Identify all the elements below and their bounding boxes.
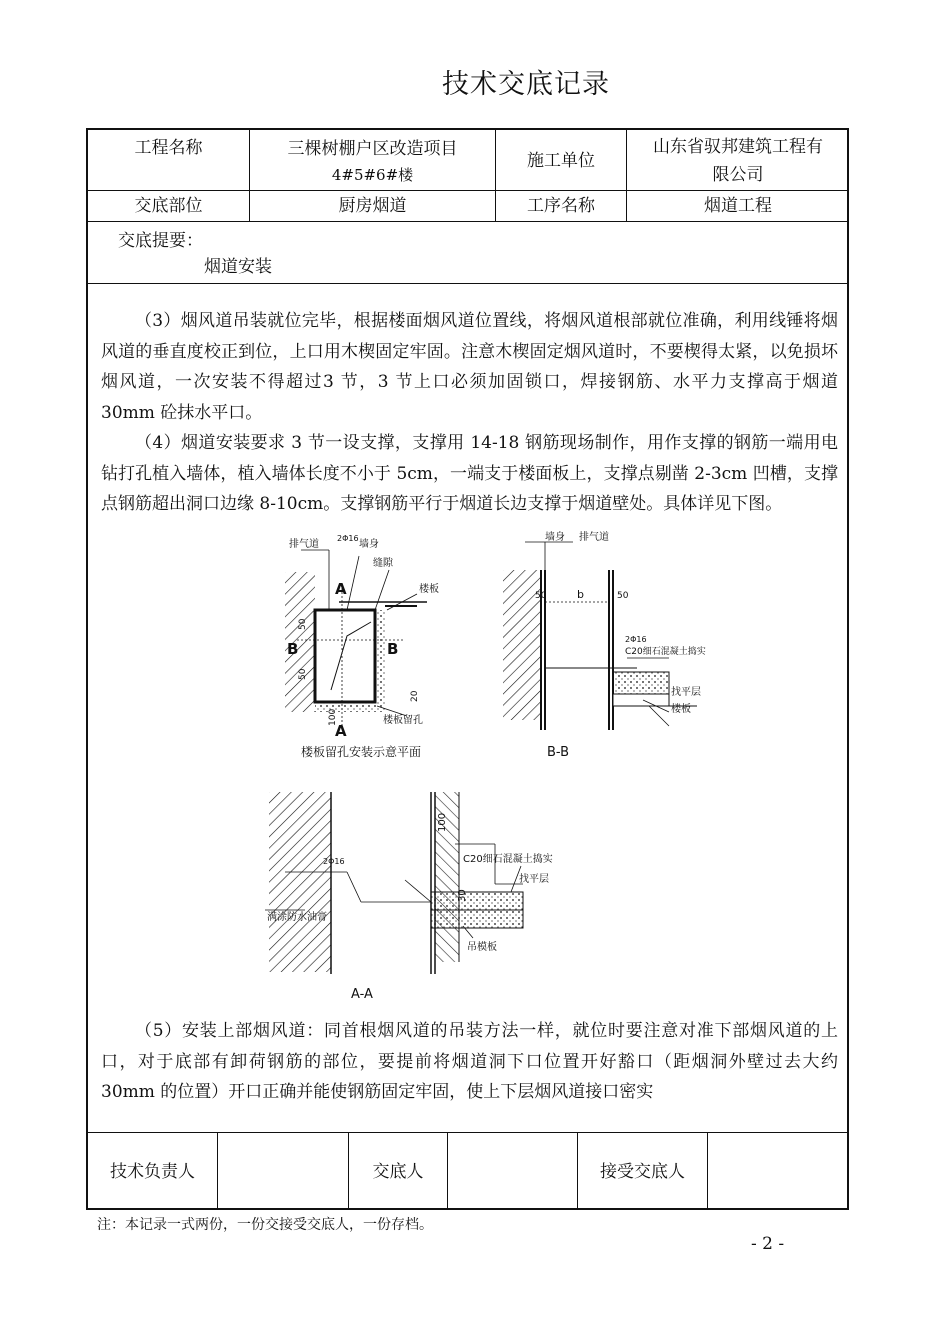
page-number: - 2 - [751, 1234, 785, 1254]
bb-label-slab: 楼板 [671, 704, 691, 715]
process-value: 烟道工程 [704, 196, 772, 216]
receiver-label: 接受交底人 [600, 1161, 685, 1182]
aa-label-formwork: 吊模板 [467, 942, 497, 953]
process-label: 工序名称 [527, 196, 595, 216]
label-slab-hole: 楼板留孔 [383, 715, 423, 726]
tech-lead-label: 技术负责人 [110, 1161, 195, 1182]
summary-label: 交底提要： [118, 231, 203, 251]
section-a-bottom: A [335, 722, 347, 740]
bb-label-exhaust: 排气道 [579, 532, 609, 543]
project-name-line2: 4#5#6#楼 [331, 166, 414, 184]
plan-view-figure [247, 530, 507, 762]
bb-label-rebar: 2Φ16 [625, 635, 647, 644]
paragraph-4: （4）烟道安装要求 3 节一设支撑，支撑用 14-18 钢筋现场制作，用作支撑的钢筋一端用电钻打孔植入墙体，植入墙体长度不小于 5cm，一端支于楼面板上，支撑点剔凿 2-3cm 凹槽，支撑点钢筋超出洞口边缘 8-10cm。支撑钢筋平行于烟道长边支撑于烟道壁处。具体详见下图。 [101, 433, 838, 514]
grout-fill [315, 702, 385, 712]
tech-lead-signature[interactable] [218, 1133, 348, 1210]
aa-label-concrete: C20细石混凝土捣实 [463, 854, 553, 865]
contractor-line1: 山东省驭邦建筑工程有 [653, 137, 823, 157]
contractor-label: 施工单位 [527, 151, 595, 171]
row-divider [88, 221, 847, 222]
document-title: 技术交底记录 [442, 69, 610, 100]
section-a-top: A [335, 580, 347, 598]
record-form [86, 128, 849, 1210]
paragraph-3: （3）烟风道吊装就位完毕，根据楼面烟风道位置线，将烟风道根部就位准确，利用线锤将烟风道的垂直度校正到位，上口用木楔固定牢固。注意木楔固定烟风道时，不要楔得太紧，以免损坏烟风道，一次安装不得超过3 节，3 节上口必须加固锁口，焊接钢筋、水平力支撑高于烟道 30mm 砼抹水平口。 [101, 311, 838, 423]
contractor-line2: 限公司 [712, 165, 764, 185]
paragraph-5: （5）安装上部烟风道：同首根烟风道的吊装方法一样，就位时要注意对准下部烟风道的上口，对于底部有卸荷钢筋的部位，要提前将烟道洞下口位置开好豁口（距烟洞外壁过去大约 30mm 的位置）开口正确并能使钢筋固定牢固，使上下层烟风道接口密实 [101, 1021, 838, 1102]
discloser-label: 交底人 [372, 1161, 424, 1182]
dim-20: 20 [410, 690, 420, 702]
aa-label-rebar: 2Φ16 [323, 857, 345, 866]
aa-label-waterproof: 满涂防水油膏 [267, 912, 327, 923]
aa-dim-100: 100 [437, 812, 448, 832]
section-b-left: B [287, 640, 299, 658]
label-gap: 缝隙 [373, 558, 393, 569]
bb-dim-50-right: 50 [617, 591, 629, 601]
contractor-value [627, 132, 849, 190]
summary-value: 烟道安装 [204, 257, 272, 277]
grout-fill [375, 610, 385, 702]
dim-50-upper: 50 [298, 618, 308, 630]
project-name-label: 工程名称 [134, 138, 203, 158]
label-wall: 墙身 [359, 539, 379, 550]
discloser-signature[interactable] [448, 1133, 577, 1210]
dim-50-lower: 50 [298, 668, 308, 680]
project-name-value [250, 132, 495, 190]
dim-100: 100 [328, 708, 338, 726]
footnote: 注：本记录一式两份，一份交接受交底人，一份存档。 [97, 1217, 433, 1233]
section-b-right: B [387, 640, 399, 658]
bb-label-concrete: C20细石混凝土捣实 [625, 647, 706, 657]
flue-outline [315, 610, 375, 702]
bb-label-leveling: 找平层 [671, 687, 701, 698]
bb-dim-50-left: 50 [535, 591, 547, 601]
bb-section-figure [497, 530, 737, 762]
project-name-line1: 三棵树棚户区改造项目 [287, 139, 458, 159]
aa-caption: A-A [351, 987, 373, 1002]
label-slab: 楼板 [419, 584, 439, 595]
location-value: 厨房烟道 [338, 196, 407, 216]
plan-caption: 楼板留孔安装示意平面 [301, 745, 422, 759]
bb-dim-b: b [577, 588, 584, 601]
receiver-signature[interactable] [708, 1133, 849, 1210]
aa-label-leveling: 找平层 [519, 874, 549, 885]
aa-dim-30: 30 [457, 889, 468, 902]
label-rebar: 2Φ16 [337, 534, 359, 543]
label-exhaust: 排气道 [289, 539, 319, 550]
aa-section-figure [265, 784, 605, 1006]
location-label: 交底部位 [134, 196, 203, 216]
bb-label-wall: 墙身 [545, 532, 565, 543]
row-divider [88, 283, 847, 284]
bb-caption: B-B [547, 745, 570, 760]
